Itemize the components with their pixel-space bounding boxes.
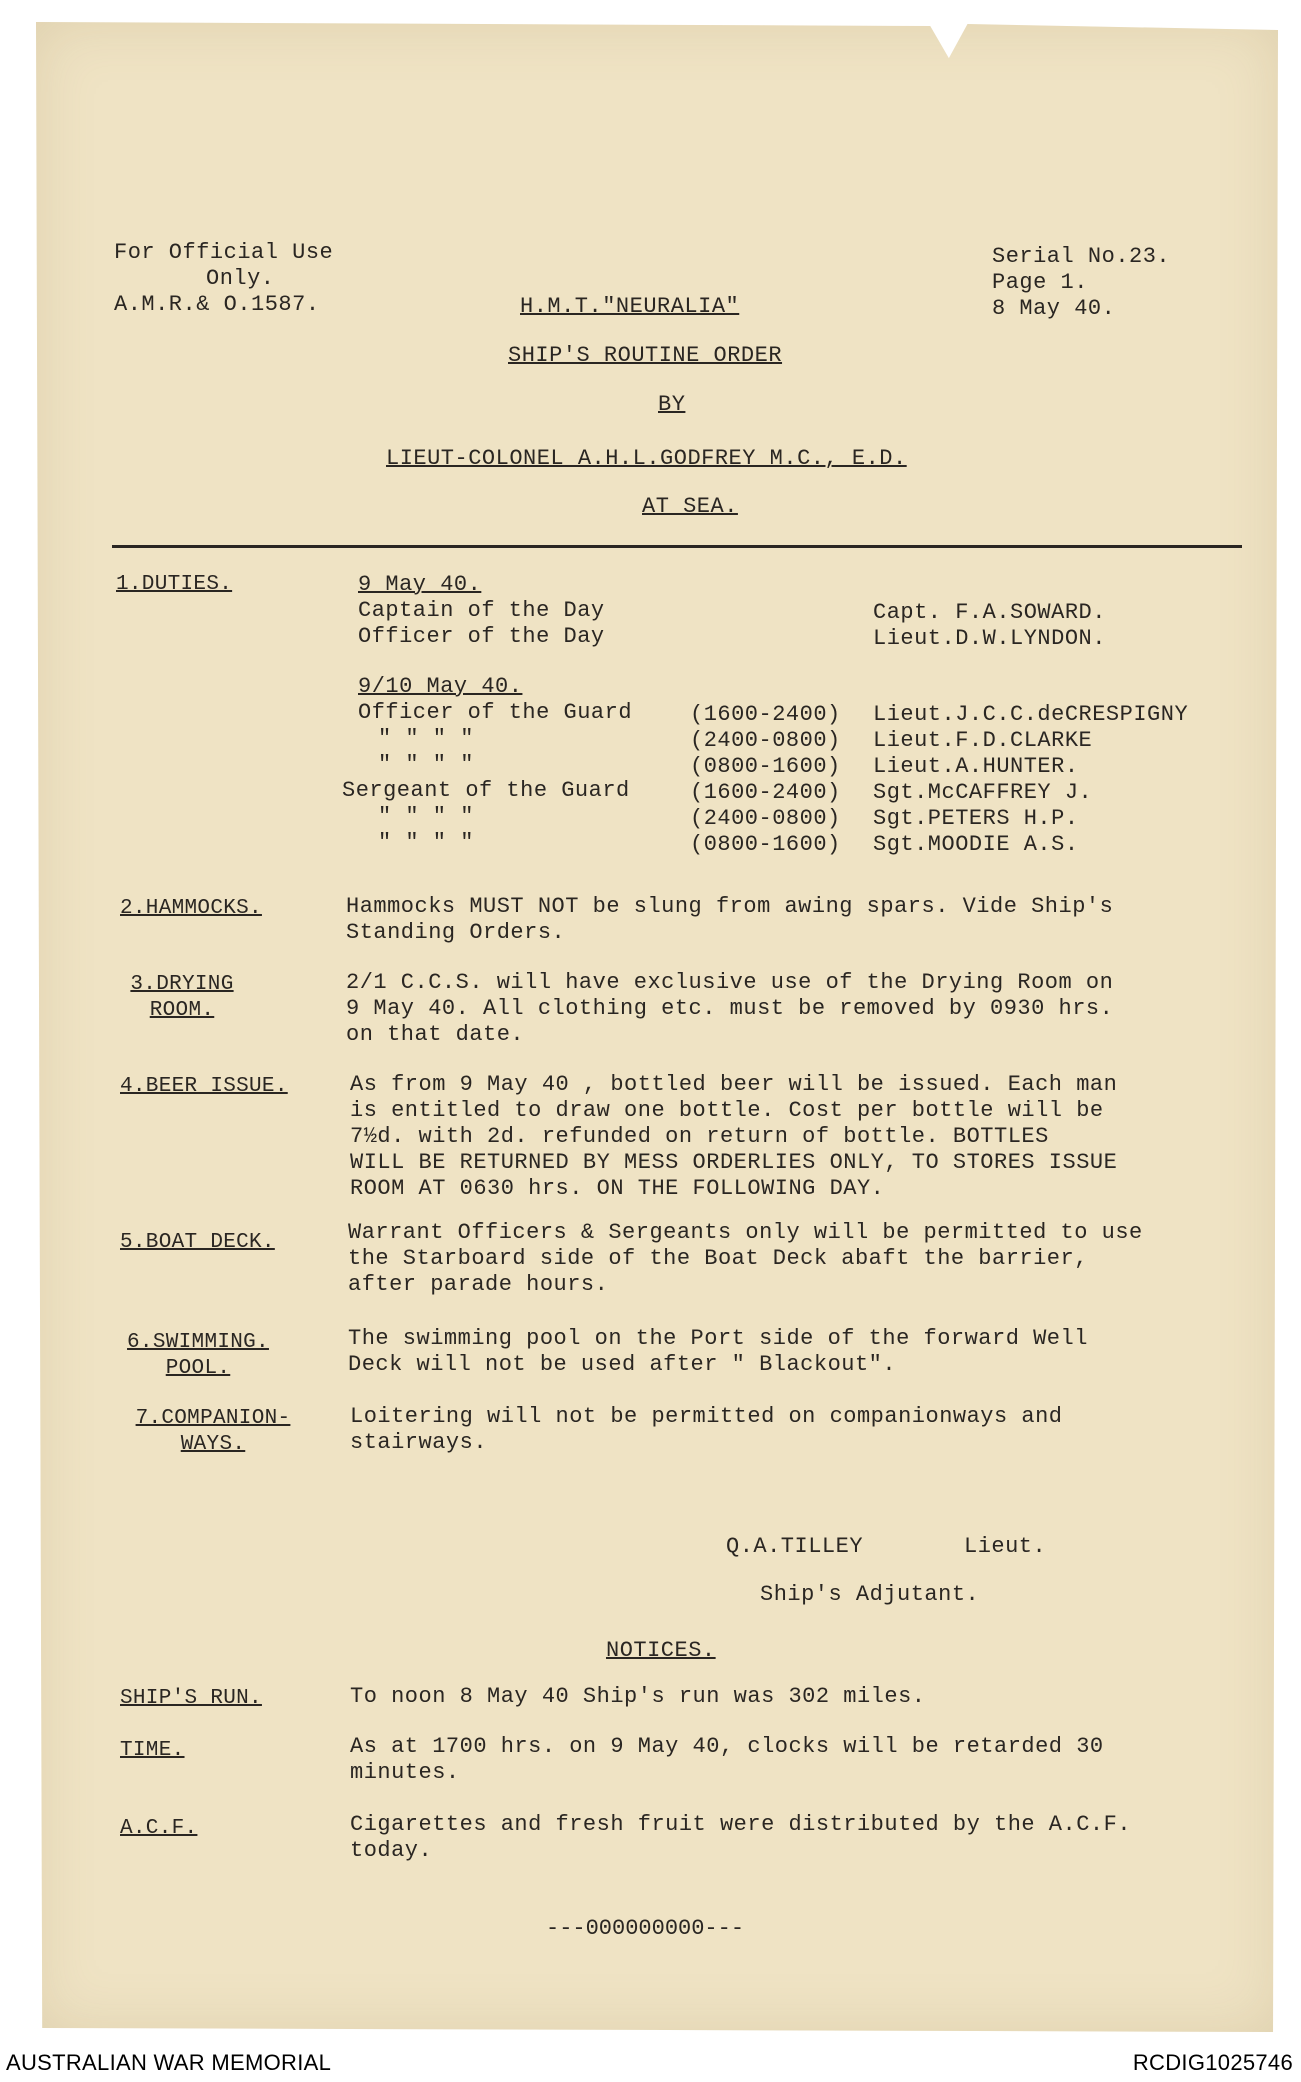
notice-label: A.C.F.	[120, 1817, 198, 1840]
guard-name: Sgt.PETERS H.P.	[873, 806, 1079, 831]
item-text: Loitering will not be permitted on companionways and stairways.	[350, 1404, 1063, 1455]
item-label: 3.DRYING ROOM.	[130, 973, 234, 1022]
location: AT SEA.	[642, 494, 738, 519]
guard-role: Officer of the Guard	[358, 700, 633, 725]
item-text: Hammocks MUST NOT be slung from awing spars. Vide Ship's Standing Orders.	[346, 894, 1114, 945]
guard-time: (2400-0800)	[690, 806, 841, 831]
issuing-officer: LIEUT-COLONEL A.H.L.GODFREY M.C., E.D.	[386, 446, 907, 471]
footer-identifier: RCDIG1025746	[1132, 2050, 1293, 2075]
guard-name: Lieut.A.HUNTER.	[873, 754, 1079, 779]
item-label: 6.SWIMMING. POOL.	[127, 1331, 269, 1380]
officer-day-name: Lieut.D.W.LYNDON.	[873, 626, 1106, 651]
item-label: 2.HAMMOCKS.	[120, 897, 262, 920]
official-use-line1: For Official Use	[114, 240, 334, 265]
guard-time: (0800-1600)	[690, 754, 841, 779]
guard-name: Sgt.McCAFFREY J.	[873, 780, 1093, 805]
by-line: BY	[658, 392, 686, 417]
signatory-title: Ship's Adjutant.	[760, 1582, 980, 1607]
notice-text: Cigarettes and fresh fruit were distributed by the A.C.F. today.	[350, 1812, 1132, 1863]
item-text: The swimming pool on the Port side of the forward Well Deck will not be used after " Blackout".	[348, 1326, 1088, 1377]
guard-role: " " " "	[378, 804, 474, 829]
item-label: 5.BOAT DECK.	[120, 1231, 275, 1254]
order-date: 8 May 40.	[992, 296, 1116, 321]
notice-label: TIME.	[120, 1739, 185, 1762]
officer-day-role: Officer of the Day	[358, 624, 605, 649]
notice-text: As at 1700 hrs. on 9 May 40, clocks will be retarded 30 minutes.	[350, 1734, 1104, 1785]
guard-role: Sergeant of the Guard	[342, 778, 630, 803]
item-text: As from 9 May 40 , bottled beer will be issued. Each man is entitled to draw one bottle. Cost per bottle will be 7½d. with 2d. refunded on return of bottle. BOTTLES WILL BE RETURNED BY MESS ORDERLIES ONLY, TO STORES ISSUE ROOM AT 0630 hrs. ON THE FOLLOWING DAY.	[350, 1072, 1118, 1201]
item-text: Warrant Officers & Sergeants only will be permitted to use the Starboard side of the Boat Deck abaft the barrier, after parade hours.	[348, 1220, 1143, 1297]
guard-name: Sgt.MOODIE A.S.	[873, 832, 1079, 857]
footer-source: AUSTRALIAN WAR MEMORIAL	[6, 2050, 332, 2075]
captain-role: Captain of the Day	[358, 598, 605, 623]
notices-heading: NOTICES.	[606, 1638, 716, 1663]
item-label: 4.BEER ISSUE.	[120, 1075, 288, 1098]
duties-date: 9 May 40.	[358, 572, 482, 597]
notice-text: To noon 8 May 40 Ship's run was 302 miles.	[350, 1684, 926, 1709]
guard-role: " " " "	[378, 726, 474, 751]
page-number: Page 1.	[992, 270, 1088, 295]
header-divider	[112, 545, 1242, 548]
item-label: 7.COMPANION- WAYS.	[135, 1407, 291, 1456]
captain-name: Capt. F.A.SOWARD.	[873, 600, 1106, 625]
guard-name: Lieut.J.C.C.deCRESPIGNY	[873, 702, 1189, 727]
signatory-name: Q.A.TILLEY	[726, 1534, 864, 1559]
guard-role: " " " "	[378, 752, 474, 777]
guard-time: (0800-1600)	[690, 832, 841, 857]
end-mark: ---000000000---	[546, 1916, 745, 1941]
ship-name: H.M.T."NEURALIA"	[520, 294, 740, 319]
guard-time: (1600-2400)	[690, 702, 841, 727]
guard-date: 9/10 May 40.	[358, 674, 523, 699]
reference-number: A.M.R.& O.1587.	[114, 292, 320, 317]
signatory-rank: Lieut.	[964, 1534, 1047, 1559]
item-text: 2/1 C.C.S. will have exclusive use of the Drying Room on 9 May 40. All clothing etc. must be removed by 0930 hrs. on that date.	[346, 970, 1114, 1047]
serial-number: Serial No.23.	[992, 244, 1171, 269]
page-title: SHIP'S ROUTINE ORDER	[508, 343, 783, 368]
guard-time: (1600-2400)	[690, 780, 841, 805]
guard-name: Lieut.F.D.CLARKE	[873, 728, 1093, 753]
official-use-line2: Only.	[206, 266, 275, 291]
notice-label: SHIP'S RUN.	[120, 1687, 262, 1710]
duties-heading: 1.DUTIES.	[116, 573, 233, 596]
guard-role: " " " "	[378, 830, 474, 855]
guard-time: (2400-0800)	[690, 728, 841, 753]
